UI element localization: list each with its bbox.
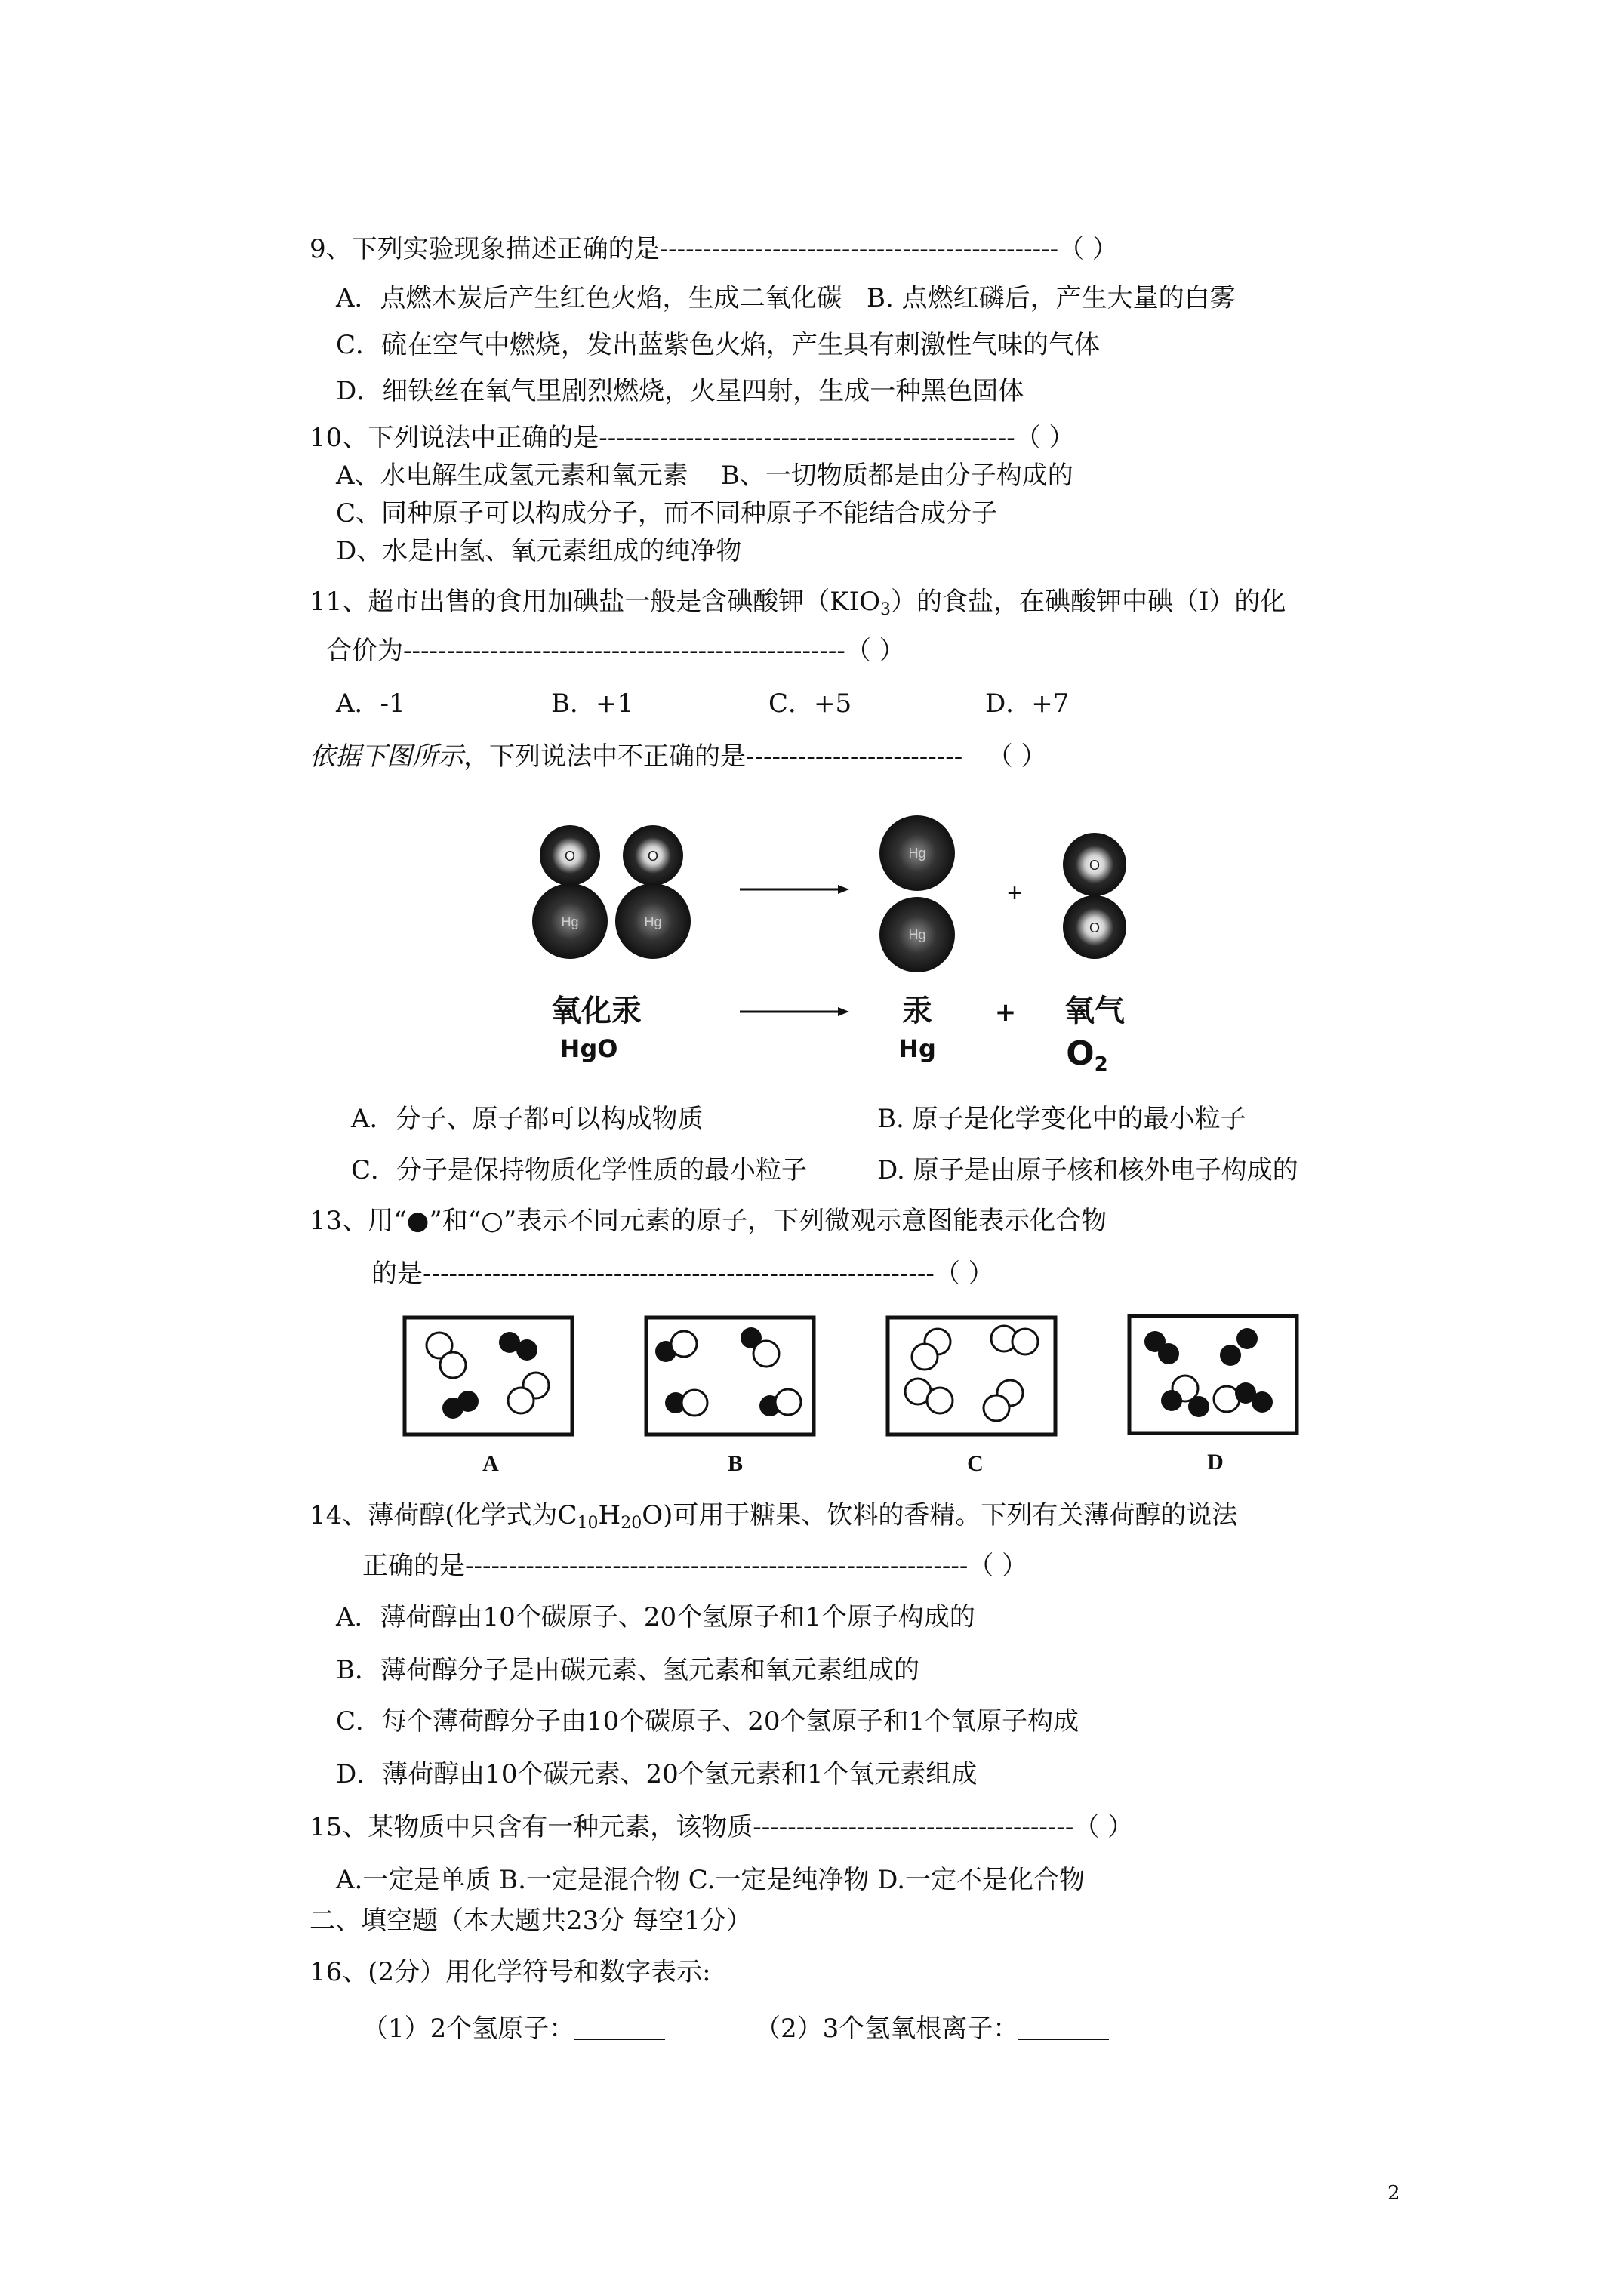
q9-option-d: D．细铁丝在氧气里剧烈燃烧，火星四射，生成一种黑色固体 bbox=[336, 376, 1024, 406]
q10-option-ab: A、水电解生成氢元素和氧元素 B、一切物质都是由分子构成的 bbox=[336, 461, 1073, 491]
mercury-atom-label: Hg bbox=[908, 927, 926, 942]
option-a-label: A bbox=[482, 1451, 499, 1476]
q12-option-c: C．分子是保持物质化学性质的最小粒子 bbox=[351, 1155, 808, 1185]
q15-stem: 15、某物质中只含有一种元素，该物质-------------------------------------（ ） bbox=[310, 1812, 1134, 1842]
label-mercury-oxide: 氧化汞 bbox=[551, 994, 642, 1028]
q10-option-d: D、水是由氢、氧元素组成的纯净物 bbox=[336, 536, 742, 566]
plus-sign-molecules: + bbox=[1007, 879, 1022, 908]
q12-option-a: A．分子、原子都可以构成物质 bbox=[351, 1104, 704, 1134]
q9-option-c: C．硫在空气中燃烧，发出蓝紫色火焰，产生具有刺激性气味的气体 bbox=[336, 330, 1101, 360]
q14-stem-line2: 正确的是----------------------------------------------------------（ ） bbox=[362, 1551, 1028, 1581]
answer-blank-1[interactable] bbox=[574, 2016, 665, 2040]
section-heading: 二、填空题（本大题共23分 每空1分） bbox=[310, 1906, 752, 1936]
q12-stem: 依据下图所示，下列说法中不正确的是------------------------- （ ） bbox=[310, 741, 1047, 772]
label-mercury: 汞 bbox=[902, 994, 932, 1028]
formula-mercury-oxide: HgO bbox=[559, 1034, 618, 1063]
option-a-box bbox=[405, 1318, 572, 1476]
plus-sign-words: + bbox=[994, 997, 1017, 1028]
q11-option-a: A．-1 bbox=[336, 689, 405, 719]
oxygen-atom-label: O bbox=[1089, 858, 1101, 873]
formula-oxygen: O2 bbox=[1066, 1034, 1108, 1076]
q10-stem: 10、下列说法中正确的是------------------------------------------------（ ） bbox=[310, 423, 1075, 453]
mercury-atom-label: Hg bbox=[644, 914, 662, 929]
option-c-label: C bbox=[967, 1451, 984, 1476]
q16-part-2: （2）3个氢氧根离子： bbox=[755, 2012, 1109, 2045]
option-d-label: D bbox=[1207, 1450, 1224, 1475]
hgo-molecule-1 bbox=[532, 825, 608, 959]
q13-stem: 13、用“●”和“○”表示不同元素的原子，下列微观示意图能表示化合物 bbox=[310, 1206, 1107, 1236]
q13-stem-line2: 的是-----------------------------------------------------------（ ） bbox=[371, 1259, 994, 1289]
mercury-atom-label: Hg bbox=[908, 846, 926, 861]
q9-option-a: A．点燃木炭后产生红色火焰，生成二氧化碳 B. 点燃红磷后，产生大量的白雾 bbox=[336, 283, 1236, 313]
q11-stem: 11、超市出售的食用加碘盐一般是含碘酸钾$(KIO_3)$的食盐，在碘酸钾中碘（I）的化 bbox=[310, 587, 1286, 619]
oxygen-atom-label: O bbox=[647, 849, 659, 864]
label-oxygen: 氧气 bbox=[1064, 994, 1125, 1028]
oxygen-atom-label: O bbox=[1089, 920, 1101, 935]
oxygen-molecule bbox=[1063, 833, 1126, 959]
formula-mercury: Hg bbox=[898, 1034, 936, 1063]
oxygen-atom-label: O bbox=[564, 849, 576, 864]
option-b-label: B bbox=[727, 1451, 744, 1476]
q14-option-a: A．薄荷醇由10个碳原子、20个氢原子和1个原子构成的 bbox=[336, 1602, 975, 1632]
mercury-atom-label: Hg bbox=[561, 914, 579, 929]
hgo-molecule-2 bbox=[615, 825, 691, 959]
reaction-arrow-molecules bbox=[740, 885, 849, 894]
q11-option-c: C．+5 bbox=[768, 689, 852, 719]
reaction-arrow-words bbox=[740, 1007, 849, 1016]
q14-option-d: D．薄荷醇由10个碳元素、20个氢元素和1个氧元素组成 bbox=[336, 1759, 978, 1789]
page-number: 2 bbox=[1387, 2182, 1400, 2205]
answer-blank-2[interactable] bbox=[1018, 2016, 1109, 2040]
option-b-box bbox=[646, 1318, 814, 1476]
q12-option-b: B. 原子是化学变化中的最小粒子 bbox=[877, 1104, 1246, 1134]
q16-stem: 16、(2分）用化学符号和数字表示: bbox=[310, 1957, 711, 1987]
option-d-box bbox=[1129, 1316, 1297, 1475]
q9-stem: 9、下列实验现象描述正确的是----------------------------------------------（ ） bbox=[310, 234, 1118, 264]
q14-option-b: B．薄荷醇分子是由碳元素、氢元素和氧元素组成的 bbox=[336, 1655, 919, 1685]
q11-stem-line2: 合价为---------------------------------------------------（ ） bbox=[326, 636, 905, 666]
q13-particle-diagrams bbox=[400, 1310, 1306, 1480]
option-c-box bbox=[888, 1318, 1055, 1476]
q14-stem: 14、薄荷醇(化学式为$C_{10}H_{20}O$)可用于糖果、饮料的香精。下列有关薄荷醇的说法 bbox=[310, 1500, 1238, 1533]
q12-option-d: D. 原子是由原子核和核外电子构成的 bbox=[877, 1155, 1298, 1185]
q15-options: A.一定是单质 B.一定是混合物 C.一定是纯净物 D.一定不是化合物 bbox=[336, 1865, 1086, 1895]
q16-part-1: （1）2个氢原子： bbox=[362, 2012, 665, 2045]
mercury-oxide-decomposition-diagram bbox=[483, 808, 1163, 1095]
q10-option-c: C、同种原子可以构成分子，而不同种原子不能结合成分子 bbox=[336, 498, 998, 529]
q11-option-b: B．+1 bbox=[551, 689, 634, 719]
q11-option-d: D．+7 bbox=[985, 689, 1070, 719]
q14-option-c: C．每个薄荷醇分子由10个碳原子、20个氢原子和1个氧原子构成 bbox=[336, 1706, 1079, 1737]
mercury-atoms bbox=[879, 815, 955, 972]
